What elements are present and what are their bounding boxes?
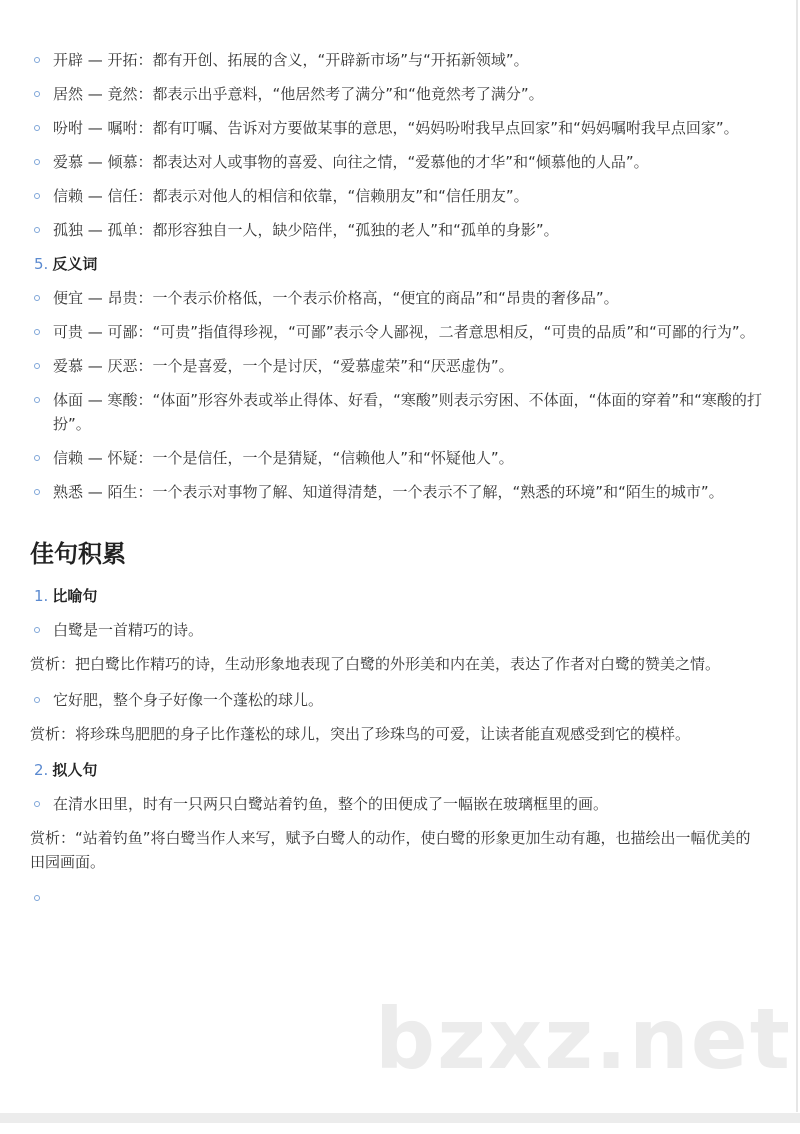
item-text: 它好肥，整个身子好像一个蓬松的球儿。 (53, 691, 324, 709)
section-title: 佳句积累 (30, 540, 126, 568)
heading-number: 1. (34, 587, 49, 605)
list-item (30, 354, 778, 378)
bullet-icon (34, 363, 40, 369)
bullet-icon (34, 895, 40, 901)
item-text: 体面 — 寒酸：“体面”形容外表或举止得体、好看，“寒酸”则表示穷困、不体面，“体面的穿着”和“寒酸的打扮”。 (53, 391, 762, 433)
sentence-item (30, 688, 778, 712)
heading-text: 反义词 (52, 255, 98, 273)
watermark: bzxz.net (375, 990, 792, 1088)
heading-text: 比喻句 (52, 587, 98, 605)
item-text: 居然 — 竟然：都表示出乎意料，“他居然考了满分”和“他竟然考了满分”。 (53, 85, 544, 103)
item-text: 熟悉 — 陌生：一个表示对事物了解、知道得清楚，一个表示不了解，“熟悉的环境”和“陌生的城市”。 (53, 483, 724, 501)
analysis-paragraph: 赏析：“站着钓鱼”将白鹭当作人来写，赋予白鹭人的动作，使白鹭的形象更加生动有趣，也描绘出一幅优美的田园画面。 (30, 829, 751, 871)
item-text: 开辟 — 开拓：都有开创、拓展的含义，“开辟新市场”与“开拓新领域”。 (53, 51, 529, 69)
bullet-icon (34, 57, 40, 63)
item-text: 信赖 — 信任：都表示对他人的相信和依靠，“信赖朋友”和“信任朋友”。 (53, 187, 529, 205)
personification-heading (34, 758, 780, 782)
item-text: 可贵 — 可鄙：“可贵”指值得珍视，“可鄙”表示令人鄙视，二者意思相反，“可贵的品质”和“可鄙的行为”。 (53, 323, 755, 341)
list-item (30, 480, 778, 504)
item-text: 在清水田里，时有一只两只白鹭站着钓鱼，整个的田便成了一幅嵌在玻璃框里的画。 (53, 795, 609, 813)
bullet-icon (34, 91, 40, 97)
bullet-icon (34, 125, 40, 131)
list-item (30, 116, 778, 140)
list-item (30, 388, 778, 436)
bullet-icon (34, 295, 40, 301)
item-text: 白鹭是一首精巧的诗。 (53, 621, 204, 639)
bullet-icon (34, 627, 40, 633)
bullet-icon (34, 489, 40, 495)
bullet-icon (34, 193, 40, 199)
list-item (30, 286, 778, 310)
item-text: 孤独 — 孤单：都形容独自一人，缺少陪伴，“孤独的老人”和“孤单的身影”。 (53, 221, 559, 239)
analysis-paragraph: 赏析：将珍珠鸟肥肥的身子比作蓬松的球儿，突出了珍珠鸟的可爱，让读者能直观感受到它的模样。 (30, 725, 691, 743)
list-item (30, 446, 778, 470)
item-text: 信赖 — 怀疑：一个是信任，一个是猜疑，“信赖他人”和“怀疑他人”。 (53, 449, 514, 467)
list-item (30, 82, 778, 106)
bullet-icon (34, 329, 40, 335)
item-text: 爱慕 — 倾慕：都表达对人或事物的喜爱、向往之情，“爱慕他的才华”和“倾慕他的人品”。 (53, 153, 649, 171)
empty-list-item (30, 886, 778, 910)
bullet-icon (34, 455, 40, 461)
analysis-paragraph: 赏析：把白鹭比作精巧的诗，生动形象地表现了白鹭的外形美和内在美，表达了作者对白鹭的赞美之情。 (30, 655, 721, 673)
list-item (30, 218, 778, 242)
bullet-icon (34, 159, 40, 165)
antonyms-heading (34, 252, 780, 276)
bullet-icon (34, 227, 40, 233)
bullet-icon (34, 697, 40, 703)
bullet-icon (34, 397, 40, 403)
sentence-item (30, 618, 778, 642)
list-item (30, 320, 778, 344)
item-text: 爱慕 — 厌恶：一个是喜爱，一个是讨厌，“爱慕虚荣”和“厌恶虚伪”。 (53, 357, 514, 375)
heading-text: 拟人句 (52, 761, 98, 779)
heading-number: 2. (34, 761, 49, 779)
horizontal-scrollbar[interactable] (0, 1113, 800, 1123)
sentence-item (30, 792, 778, 816)
item-text: 便宜 — 昂贵：一个表示价格低，一个表示价格高，“便宜的商品”和“昂贵的奢侈品”。 (53, 289, 619, 307)
heading-number: 5. (34, 255, 49, 273)
document-content (30, 48, 780, 920)
list-item (30, 184, 778, 208)
item-text: 吩咐 — 嘱咐：都有叮嘱、告诉对方要做某事的意思，“妈妈吩咐我早点回家”和“妈妈嘱咐我早点回家”。 (53, 119, 739, 137)
list-item (30, 48, 778, 72)
metaphor-heading (34, 584, 780, 608)
bullet-icon (34, 801, 40, 807)
list-item (30, 150, 778, 174)
